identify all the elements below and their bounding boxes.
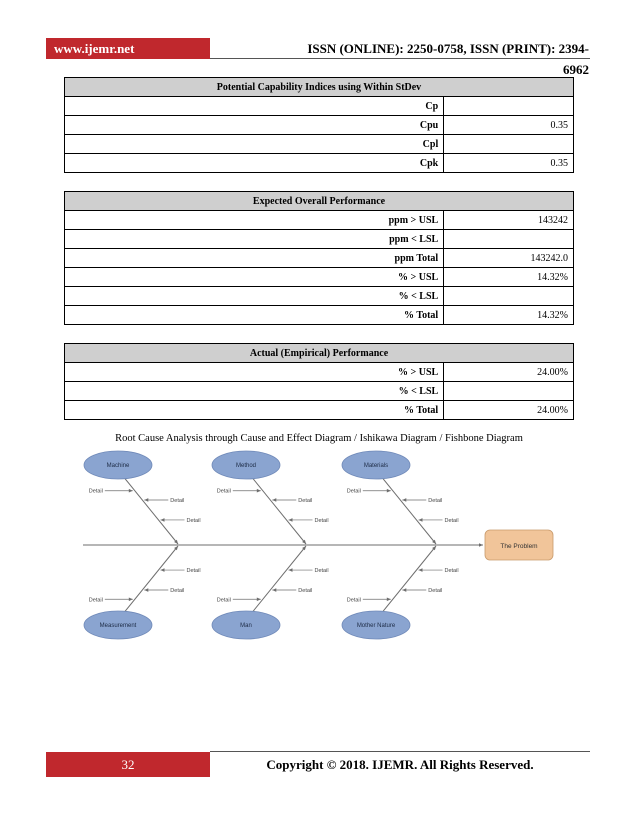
- detail-label: Detail: [216, 597, 231, 604]
- header-issn: ISSN (ONLINE): 2250-0758, ISSN (PRINT): 2394-6962: [307, 41, 589, 77]
- problem-label: The Problem: [500, 543, 538, 550]
- detail-arrowhead: [257, 489, 261, 493]
- detail-label: Detail: [444, 568, 459, 575]
- detail-arrowhead: [419, 518, 423, 522]
- cause-label: Man: [240, 623, 252, 629]
- table-row: [65, 230, 574, 249]
- header-site[interactable]: www.ijemr.net: [46, 38, 210, 59]
- row-label: Cpl: [65, 135, 444, 154]
- spine-arrowhead: [479, 543, 483, 547]
- cause-label: Measurement: [99, 623, 137, 629]
- row-value: 14.32%: [444, 268, 574, 287]
- detail-label: Detail: [298, 588, 313, 595]
- row-value: 24.00%: [444, 401, 574, 420]
- row-value: 143242: [444, 211, 574, 230]
- table-row: [65, 287, 574, 306]
- header-rule: [210, 58, 590, 59]
- table-title: Potential Capability Indices using Within StDev: [65, 78, 574, 97]
- row-value: [444, 287, 574, 306]
- expected-overall-performance-table: [64, 191, 574, 325]
- row-label: Cpk: [65, 154, 444, 173]
- detail-arrowhead: [144, 588, 148, 592]
- detail-arrowhead: [161, 568, 165, 572]
- table-row: [65, 401, 574, 420]
- row-label: % Total: [65, 401, 444, 420]
- detail-label: Detail: [428, 588, 443, 595]
- detail-arrowhead: [129, 597, 133, 601]
- detail-arrowhead: [161, 518, 165, 522]
- row-value: 0.35: [444, 154, 574, 173]
- table-row: [65, 268, 574, 287]
- detail-label: Detail: [314, 568, 329, 575]
- row-label: % Total: [65, 306, 444, 325]
- detail-arrowhead: [402, 498, 406, 502]
- detail-label: Detail: [88, 597, 103, 604]
- detail-label: Detail: [170, 497, 185, 504]
- bottom-bone-line: [118, 546, 178, 620]
- detail-arrowhead: [419, 568, 423, 572]
- row-value: 0.35: [444, 116, 574, 135]
- table-row: [65, 306, 574, 325]
- detail-arrowhead: [257, 597, 261, 601]
- table-row: [65, 154, 574, 173]
- row-label: ppm < LSL: [65, 230, 444, 249]
- row-label: % < LSL: [65, 382, 444, 401]
- detail-label: Detail: [314, 517, 329, 524]
- detail-arrowhead: [289, 568, 293, 572]
- row-value: 14.32%: [444, 306, 574, 325]
- table-row: [65, 135, 574, 154]
- bottom-bone-line: [246, 546, 306, 620]
- cause-label: Mother Nature: [356, 623, 396, 629]
- row-value: 143242.0: [444, 249, 574, 268]
- cause-label: Method: [235, 463, 257, 469]
- detail-label: Detail: [346, 488, 361, 495]
- row-value: [444, 382, 574, 401]
- row-label: % > USL: [65, 268, 444, 287]
- row-label: % < LSL: [65, 287, 444, 306]
- bottom-bone-line: [376, 546, 436, 620]
- detail-label: Detail: [346, 597, 361, 604]
- row-label: ppm Total: [65, 249, 444, 268]
- table-title: Expected Overall Performance: [65, 192, 574, 211]
- row-value: 24.00%: [444, 363, 574, 382]
- detail-arrowhead: [129, 489, 133, 493]
- detail-label: Detail: [298, 497, 313, 504]
- table-row: [65, 363, 574, 382]
- top-bone-line: [246, 470, 306, 544]
- cause-label: Materials: [363, 463, 389, 469]
- row-label: Cp: [65, 97, 444, 116]
- detail-arrowhead: [272, 588, 276, 592]
- row-value: [444, 97, 574, 116]
- detail-arrowhead: [387, 597, 391, 601]
- figure-caption: Root Cause Analysis through Cause and Effect Diagram / Ishikawa Diagram / Fishbone Diagram: [115, 433, 523, 444]
- detail-label: Detail: [216, 488, 231, 495]
- detail-arrowhead: [144, 498, 148, 502]
- row-label: % > USL: [65, 363, 444, 382]
- top-bone-line: [118, 470, 178, 544]
- detail-arrowhead: [272, 498, 276, 502]
- row-value: [444, 230, 574, 249]
- fishbone-diagram: [78, 448, 568, 648]
- cause-label: Machine: [106, 463, 130, 469]
- detail-label: Detail: [186, 568, 201, 575]
- detail-arrowhead: [402, 588, 406, 592]
- table-row: [65, 116, 574, 135]
- page-number: 32: [46, 752, 210, 777]
- detail-label: Detail: [186, 517, 201, 524]
- row-value: [444, 135, 574, 154]
- detail-arrowhead: [289, 518, 293, 522]
- row-label: Cpu: [65, 116, 444, 135]
- table-row: [65, 249, 574, 268]
- table-row: [65, 211, 574, 230]
- detail-label: Detail: [170, 588, 185, 595]
- potential-capability-table: [64, 77, 574, 173]
- top-bone-line: [376, 470, 436, 544]
- detail-label: Detail: [428, 497, 443, 504]
- footer-copyright: Copyright © 2018. IJEMR. All Rights Reserved.: [266, 757, 534, 772]
- table-row: [65, 97, 574, 116]
- row-label: ppm > USL: [65, 211, 444, 230]
- table-title: Actual (Empirical) Performance: [65, 344, 574, 363]
- actual-empirical-performance-table: [64, 343, 574, 420]
- detail-label: Detail: [88, 488, 103, 495]
- table-row: [65, 382, 574, 401]
- detail-label: Detail: [444, 517, 459, 524]
- detail-arrowhead: [387, 489, 391, 493]
